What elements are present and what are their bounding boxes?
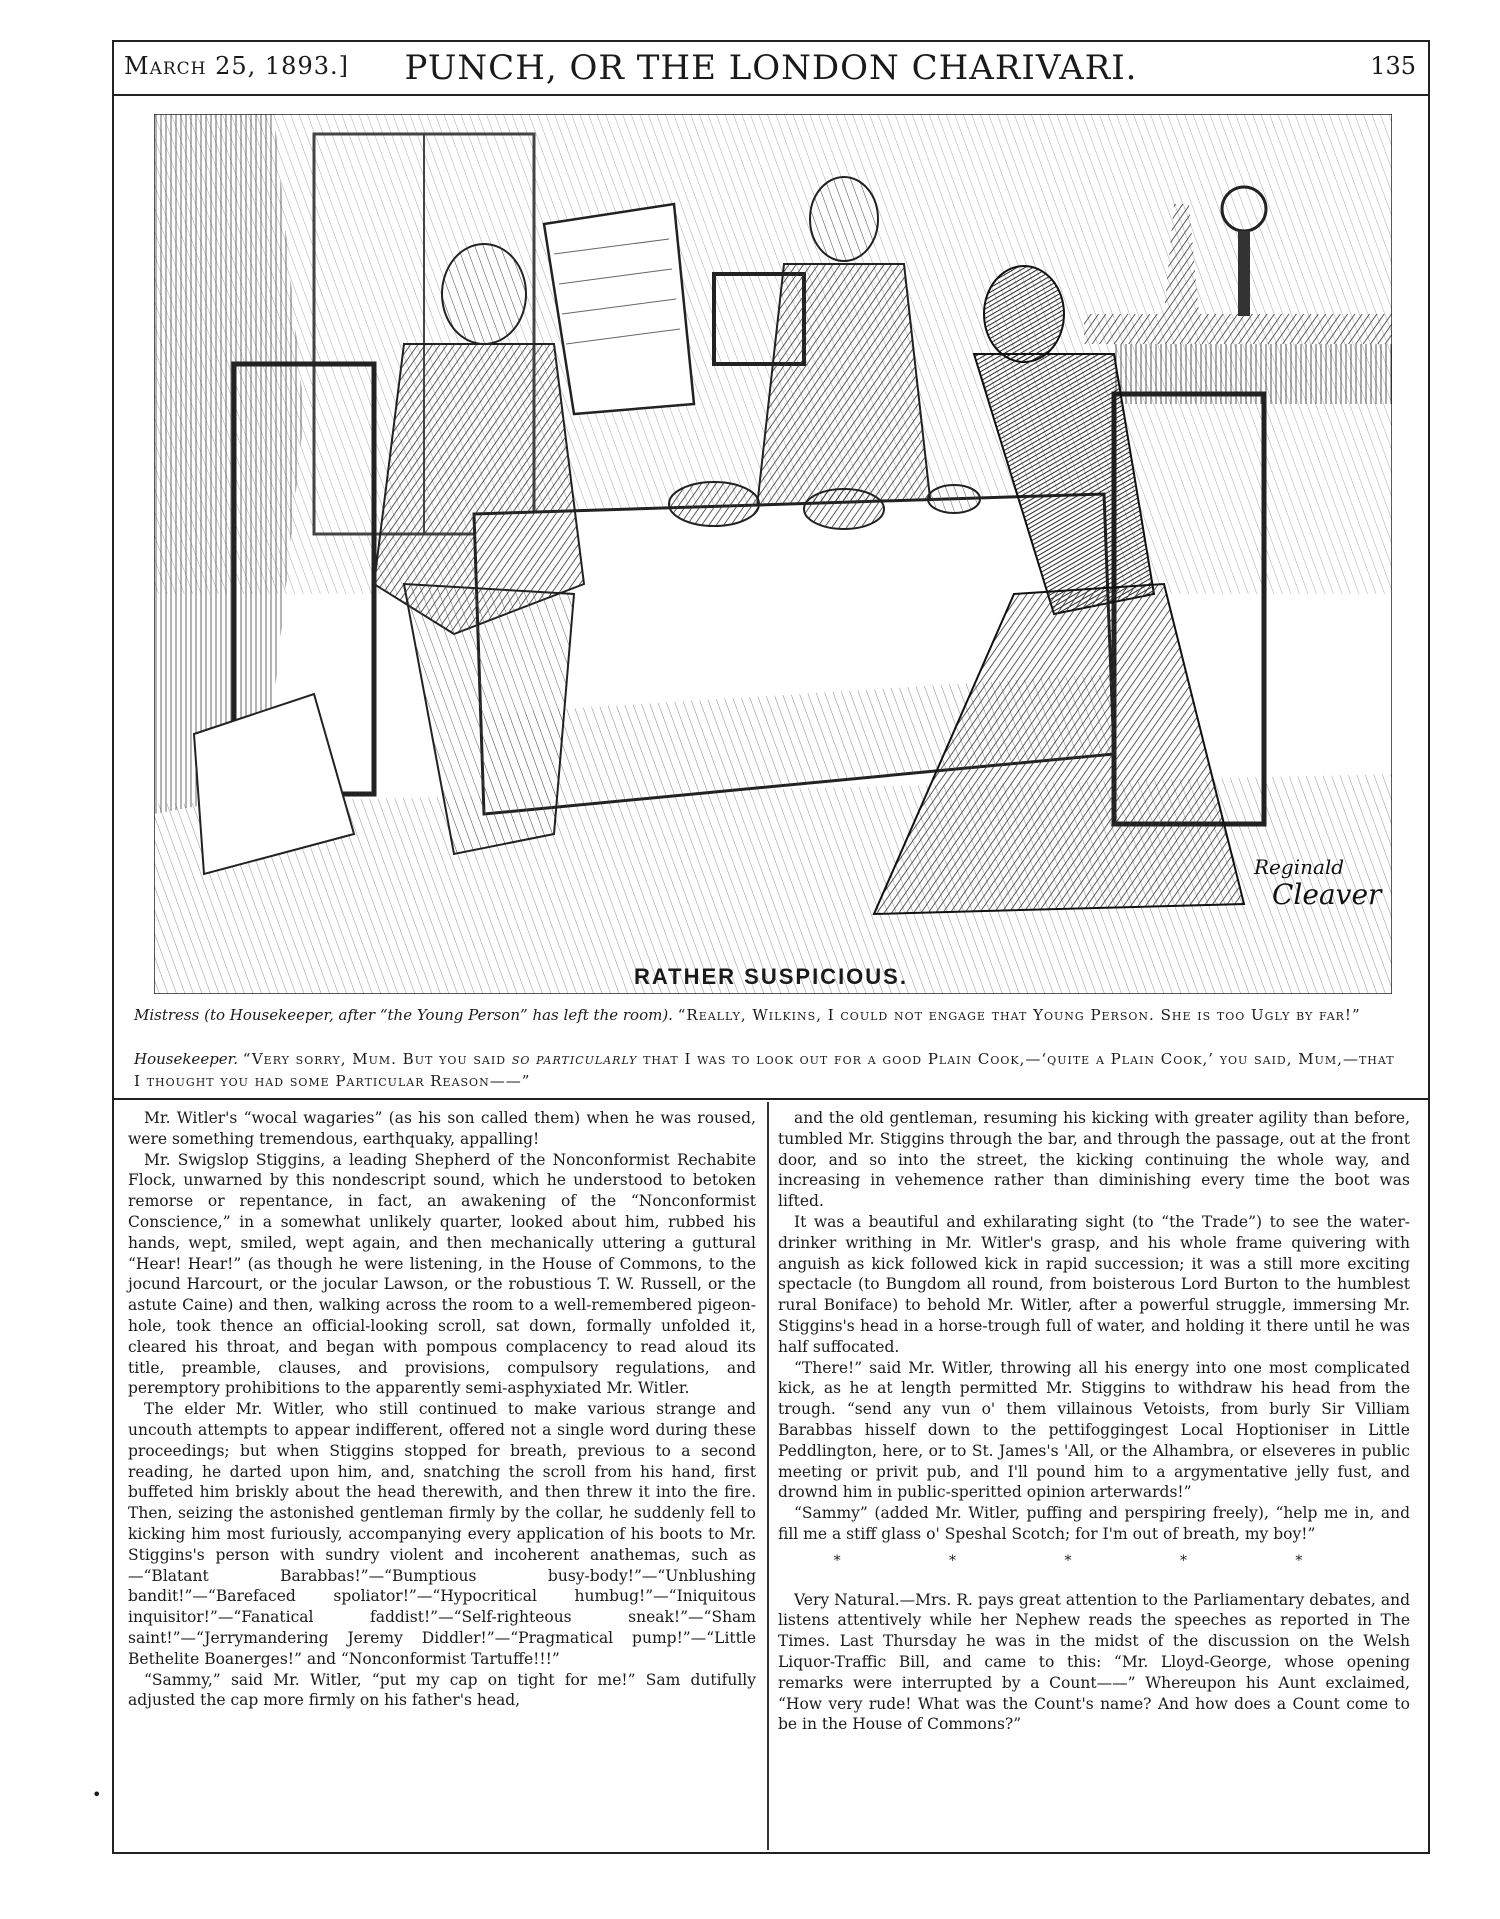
- bottom-rule: [112, 1852, 1430, 1854]
- caption-line-1: [134, 1004, 1406, 1026]
- section-rule: [112, 1098, 1430, 1100]
- caption-quote-housekeeper-b: that I was to look out for a good Plain Cook,—‘quite a Plain Cook,’ you said, Mum,—that I thought you had some Particular Reason——”: [134, 1050, 1395, 1090]
- caption-quote-housekeeper-emphasis: so particularly: [511, 1050, 638, 1068]
- left-column: [128, 1108, 756, 1711]
- paragraph: “There!” said Mr. Witler, throwing all his energy into one most complicated kick, as he at length permitted Mr. Stiggins to withdraw his head from the trough. “send any vun o' them villainous Vetoists, from burly Sir Villiam Barabbas hisself down to the pettifoggingest Local Hoptioniser in Little Peddlington, here, or to St. James's 'All, or the Alhambra, or elseveres in public meeting or privit pub, and I'll pound him to a argymentative jelly fust, and drownd him in public-speritted opinion arterwards!”: [778, 1358, 1410, 1502]
- paragraph: and the old gentleman, resuming his kicking with greater agility than before, tumbled Mr. Stiggins through the bar, and through the passage, out at the front door, and so into the street, the kicking continuing the whole way, and increasing in vehemence rather than diminishing every time the boot was lifted.: [778, 1109, 1410, 1211]
- caption-speaker-housekeeper: Housekeeper.: [134, 1050, 238, 1068]
- caption-line-2: [134, 1048, 1406, 1092]
- paragraph-very-natural: Very Natural.—Mrs. R. pays great attention to the Parliamentary debates, and listens attentively while her Nephew reads the speeches as reported in The Times. Last Thursday he was in the midst of the discussion on the Welsh Liquor-Traffic Bill, and came to this: “Mr. Lloyd-George, whose opening remarks were interrupted by a Count——” Whereupon his Aunt exclaimed, “How very rude! What was the Count's name? And how does a Count come to be in the House of Commons?”: [778, 1590, 1410, 1734]
- paragraph: The elder Mr. Witler, who still continued to make various strange and uncouth attempts to appear indifferent, offered not a single word during these proceedings; but when Stiggins stopped for breath, previous to a second reading, he darted upon him, and, snatching the scroll from his hand, first buffeted him briskly about the head therewith, and then threw it into the fire. Then, seizing the astonished gentleman firmly by the collar, he suddenly fell to kicking him most furiously, accompanying every application of his boots to Mr. Stiggins's person with sundry violent and incoherent anathemas, such as—“Blatant Barabbas!”—“Bumptious busy-body!”—“Unblushing bandit!”—“Barefaced spoliator!”—“Hypocritical humbug!”—“Iniquitous inquisitor!”—“Fanatical faddist!”—“Self-righteous sneak!”—“Sham saint!”—“Jerrymandering Jeremy Diddler!”—“Pragmatical pump!”—“Little Bethelite Boanerges!” and “Nonconformist Tartuffe!!!”: [128, 1400, 756, 1668]
- section-stars: * * * * *: [833, 1552, 1355, 1569]
- mantelpiece: [1084, 314, 1392, 344]
- dish-cover: [804, 489, 884, 529]
- right-column: [778, 1108, 1410, 1735]
- caption-quote-mistress: “Really, Wilkins, I could not engage that Young Person. She is too Ugly by far!”: [677, 1006, 1361, 1024]
- paragraph: “Sammy” (added Mr. Witler, puffing and perspiring freely), “help me in, and fill me a stiff glass o' Speshal Scotch; for I'm out of breath, my boy!”: [778, 1504, 1410, 1543]
- issue-date: March 25, 1893.]: [124, 52, 349, 80]
- masthead: [112, 40, 1430, 96]
- housekeeper-head: [810, 177, 878, 261]
- margin-mark: •: [92, 1785, 102, 1804]
- paragraph: Mr. Swigslop Stiggins, a leading Shepherd of the Nonconformist Rechabite Flock, unwarned by this nondescript sound, which he understood to betoken remorse or repentance, in fact, an awakening of the “Nonconformist Conscience,” in a somewhat unlikely quarter, looked about him, rubbed his hands, wept, smiled, wept again, and then mechanically uttering a guttural “Hear! Hear!” (as though he were listening, in the House of Commons, to the jocund Harcourt, or the jocular Lawson, or the robustious T. W. Russell, or the astute Caine) and then, walking across the room to a well-remembered pigeon-hole, took thence an official-looking scroll, sat down, formally unfolded it, cleared his throat, and began with pompous complacency to read aloud its title, preamble, clauses, and provisions, compulsory regulations, and peremptory prohibitions to the apparently semi-asphyxiated Mr. Witler.: [128, 1150, 756, 1398]
- dish-cover: [669, 482, 759, 526]
- gentleman-head: [442, 244, 526, 344]
- caption-speaker-mistress: Mistress (to Housekeeper, after “the Young Person” has left the room).: [134, 1006, 673, 1024]
- paragraph: “Sammy,” said Mr. Witler, “put my cap on tight for me!” Sam dutifully adjusted the cap more firmly on his father's head,: [128, 1670, 756, 1710]
- paragraph: Mr. Witler's “wocal wagaries” (as his son called them) when he was roused, were something tremendous, earthquaky, appalling!: [128, 1109, 756, 1148]
- caption-quote-housekeeper-a: “Very sorry, Mum. But you said: [242, 1050, 512, 1068]
- mistress-head: [984, 266, 1064, 362]
- cartoon-illustration: [112, 96, 1430, 1016]
- artist-signature-top: Reginald: [1254, 855, 1345, 879]
- artist-signature-bottom: Cleaver: [1272, 878, 1382, 911]
- page-number: 135: [1370, 52, 1416, 80]
- newspaper-page: [92, 40, 1430, 1880]
- engraving-image: [154, 114, 1392, 994]
- column-divider: [767, 1102, 769, 1850]
- cartoon-title: RATHER SUSPICIOUS.: [634, 964, 908, 989]
- paragraph: It was a beautiful and exhilarating sight (to “the Trade”) to see the water-drinker writhing in Mr. Witler's grasp, and his whole frame quivering with anguish as kick followed kick in rapid succession; it was a still more exciting spectacle (to Bungdom all round, from boisterous Lord Burton to the humblest rural Boniface) to behold Mr. Witler, after a powerful struggle, immersing Mr. Stiggins's head in a horse-trough full of water, and holding it there until he was half suffocated.: [778, 1212, 1410, 1356]
- publication-title: PUNCH, OR THE LONDON CHARIVARI.: [404, 48, 1138, 88]
